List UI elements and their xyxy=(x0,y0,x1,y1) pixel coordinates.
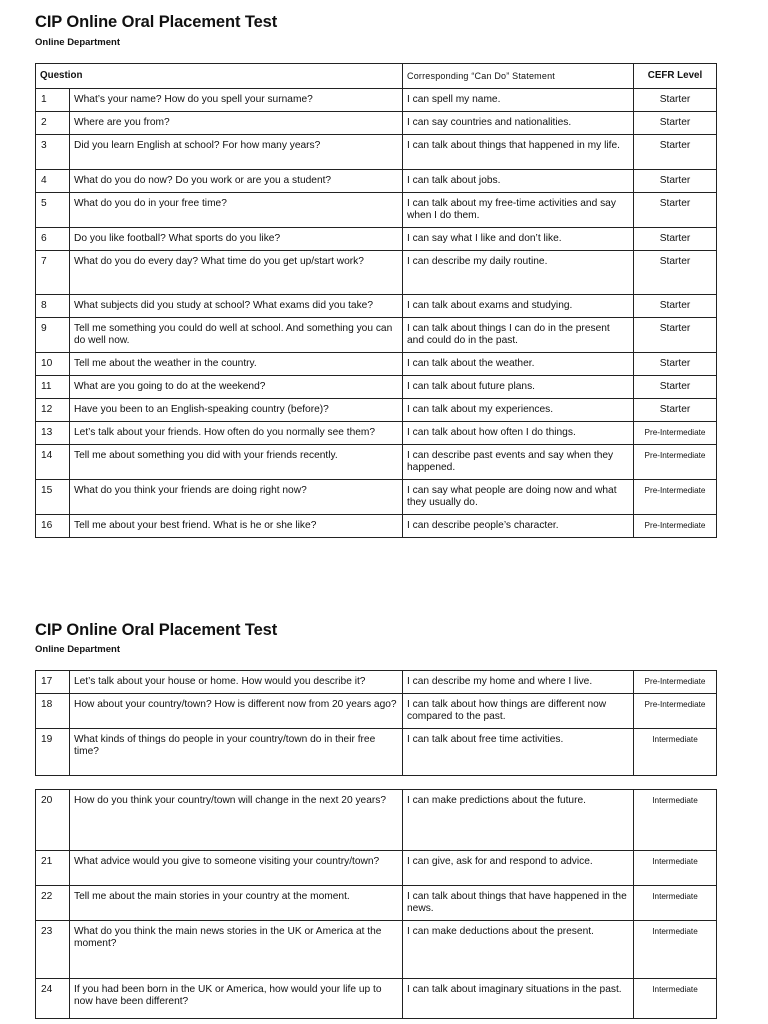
can-do-statement: I can talk about things that have happened in the news. xyxy=(403,886,634,921)
questions-table-3 xyxy=(35,789,717,1019)
question-text: What advice would you give to someone visiting your country/town? xyxy=(70,851,403,886)
can-do-statement: I can say countries and nationalities. xyxy=(403,112,634,135)
question-number: 17 xyxy=(36,671,70,694)
table-row xyxy=(36,515,717,538)
cefr-level: Intermediate xyxy=(634,790,717,851)
questions-table-1 xyxy=(35,63,717,538)
questions-table-2 xyxy=(35,670,717,776)
table-row xyxy=(36,694,717,729)
question-number: 7 xyxy=(36,251,70,295)
table-row xyxy=(36,251,717,295)
question-number: 10 xyxy=(36,353,70,376)
question-text: What do you do now? Do you work or are you a student? xyxy=(70,170,403,193)
can-do-statement: I can talk about jobs. xyxy=(403,170,634,193)
table-row xyxy=(36,729,717,776)
can-do-statement: I can talk about things I can do in the present and could do in the past. xyxy=(403,318,634,353)
table-row xyxy=(36,445,717,480)
question-text: Where are you from? xyxy=(70,112,403,135)
table-row xyxy=(36,318,717,353)
cefr-level: Intermediate xyxy=(634,979,717,1019)
table-row xyxy=(36,193,717,228)
table-row xyxy=(36,112,717,135)
question-number: 13 xyxy=(36,422,70,445)
page-title-2: CIP Online Oral Placement Test xyxy=(35,621,278,639)
header-cando: Corresponding “Can Do” Statement xyxy=(403,64,634,89)
question-text: Tell me something you could do well at school. And something you can do well now. xyxy=(70,318,403,353)
cefr-level: Starter xyxy=(634,228,717,251)
table-row xyxy=(36,979,717,1019)
cefr-level: Intermediate xyxy=(634,729,717,776)
question-number: 23 xyxy=(36,921,70,979)
can-do-statement: I can say what I like and don’t like. xyxy=(403,228,634,251)
page-subtitle: Online Department xyxy=(35,37,120,48)
cefr-level: Starter xyxy=(634,135,717,170)
can-do-statement: I can talk about how things are different now compared to the past. xyxy=(403,694,634,729)
question-number: 3 xyxy=(36,135,70,170)
table-row xyxy=(36,480,717,515)
can-do-statement: I can describe people’s character. xyxy=(403,515,634,538)
question-text: Do you like football? What sports do you like? xyxy=(70,228,403,251)
can-do-statement: I can describe my daily routine. xyxy=(403,251,634,295)
table-row xyxy=(36,295,717,318)
question-text: What do you do every day? What time do you get up/start work? xyxy=(70,251,403,295)
table-row xyxy=(36,135,717,170)
table-row xyxy=(36,790,717,851)
question-text: If you had been born in the UK or America, how would your life up to now have been different? xyxy=(70,979,403,1019)
can-do-statement: I can say what people are doing now and what they usually do. xyxy=(403,480,634,515)
can-do-statement: I can talk about things that happened in my life. xyxy=(403,135,634,170)
table-row xyxy=(36,671,717,694)
cefr-level: Starter xyxy=(634,376,717,399)
question-text: Have you been to an English-speaking country (before)? xyxy=(70,399,403,422)
question-number: 14 xyxy=(36,445,70,480)
cefr-level: Starter xyxy=(634,89,717,112)
question-text: What do you do in your free time? xyxy=(70,193,403,228)
question-text: What do you think your friends are doing right now? xyxy=(70,480,403,515)
question-number: 19 xyxy=(36,729,70,776)
question-text: How about your country/town? How is different now from 20 years ago? xyxy=(70,694,403,729)
question-number: 8 xyxy=(36,295,70,318)
question-text: Let’s talk about your friends. How often do you normally see them? xyxy=(70,422,403,445)
question-number: 18 xyxy=(36,694,70,729)
question-number: 1 xyxy=(36,89,70,112)
cefr-level: Intermediate xyxy=(634,886,717,921)
table-row xyxy=(36,89,717,112)
page-title: CIP Online Oral Placement Test xyxy=(35,13,278,31)
question-number: 24 xyxy=(36,979,70,1019)
table-row xyxy=(36,376,717,399)
cefr-level: Pre-Intermediate xyxy=(634,422,717,445)
question-number: 4 xyxy=(36,170,70,193)
cefr-level: Pre-Intermediate xyxy=(634,694,717,729)
can-do-statement: I can talk about my free-time activities and say when I do them. xyxy=(403,193,634,228)
table-row xyxy=(36,851,717,886)
question-number: 15 xyxy=(36,480,70,515)
question-text: What kinds of things do people in your country/town do in their free time? xyxy=(70,729,403,776)
can-do-statement: I can talk about free time activities. xyxy=(403,729,634,776)
cefr-level: Pre-Intermediate xyxy=(634,445,717,480)
can-do-statement: I can talk about exams and studying. xyxy=(403,295,634,318)
question-text: What are you going to do at the weekend? xyxy=(70,376,403,399)
cefr-level: Starter xyxy=(634,170,717,193)
header-level: CEFR Level xyxy=(634,64,717,89)
question-number: 6 xyxy=(36,228,70,251)
can-do-statement: I can talk about how often I do things. xyxy=(403,422,634,445)
question-text: What’s your name? How do you spell your surname? xyxy=(70,89,403,112)
table-row xyxy=(36,353,717,376)
question-number: 22 xyxy=(36,886,70,921)
question-text: Let’s talk about your house or home. How would you describe it? xyxy=(70,671,403,694)
table-row xyxy=(36,170,717,193)
question-text: What subjects did you study at school? What exams did you take? xyxy=(70,295,403,318)
cefr-level: Pre-Intermediate xyxy=(634,480,717,515)
question-text: What do you think the main news stories in the UK or America at the moment? xyxy=(70,921,403,979)
table-row xyxy=(36,228,717,251)
cefr-level: Intermediate xyxy=(634,851,717,886)
question-text: How do you think your country/town will change in the next 20 years? xyxy=(70,790,403,851)
table-row xyxy=(36,399,717,422)
header-question: Question xyxy=(36,64,403,89)
question-text: Tell me about the weather in the country. xyxy=(70,353,403,376)
question-number: 12 xyxy=(36,399,70,422)
cefr-level: Pre-Intermediate xyxy=(634,671,717,694)
table-row xyxy=(36,921,717,979)
question-number: 5 xyxy=(36,193,70,228)
cefr-level: Starter xyxy=(634,295,717,318)
question-number: 11 xyxy=(36,376,70,399)
question-text: Tell me about something you did with your friends recently. xyxy=(70,445,403,480)
can-do-statement: I can talk about the weather. xyxy=(403,353,634,376)
cefr-level: Starter xyxy=(634,251,717,295)
question-number: 2 xyxy=(36,112,70,135)
question-number: 16 xyxy=(36,515,70,538)
can-do-statement: I can talk about imaginary situations in the past. xyxy=(403,979,634,1019)
question-number: 20 xyxy=(36,790,70,851)
can-do-statement: I can talk about future plans. xyxy=(403,376,634,399)
table-row xyxy=(36,422,717,445)
cefr-level: Starter xyxy=(634,353,717,376)
question-text: Did you learn English at school? For how many years? xyxy=(70,135,403,170)
page-subtitle-2: Online Department xyxy=(35,644,120,655)
can-do-statement: I can describe past events and say when they happened. xyxy=(403,445,634,480)
question-number: 9 xyxy=(36,318,70,353)
cefr-level: Starter xyxy=(634,193,717,228)
can-do-statement: I can describe my home and where I live. xyxy=(403,671,634,694)
cefr-level: Intermediate xyxy=(634,921,717,979)
can-do-statement: I can spell my name. xyxy=(403,89,634,112)
cefr-level: Starter xyxy=(634,318,717,353)
cefr-level: Starter xyxy=(634,399,717,422)
can-do-statement: I can make predictions about the future. xyxy=(403,790,634,851)
question-number: 21 xyxy=(36,851,70,886)
can-do-statement: I can give, ask for and respond to advice. xyxy=(403,851,634,886)
question-text: Tell me about the main stories in your country at the moment. xyxy=(70,886,403,921)
question-text: Tell me about your best friend. What is he or she like? xyxy=(70,515,403,538)
can-do-statement: I can talk about my experiences. xyxy=(403,399,634,422)
cefr-level: Pre-Intermediate xyxy=(634,515,717,538)
cefr-level: Starter xyxy=(634,112,717,135)
table-header-row xyxy=(36,64,717,89)
table-row xyxy=(36,886,717,921)
can-do-statement: I can make deductions about the present. xyxy=(403,921,634,979)
